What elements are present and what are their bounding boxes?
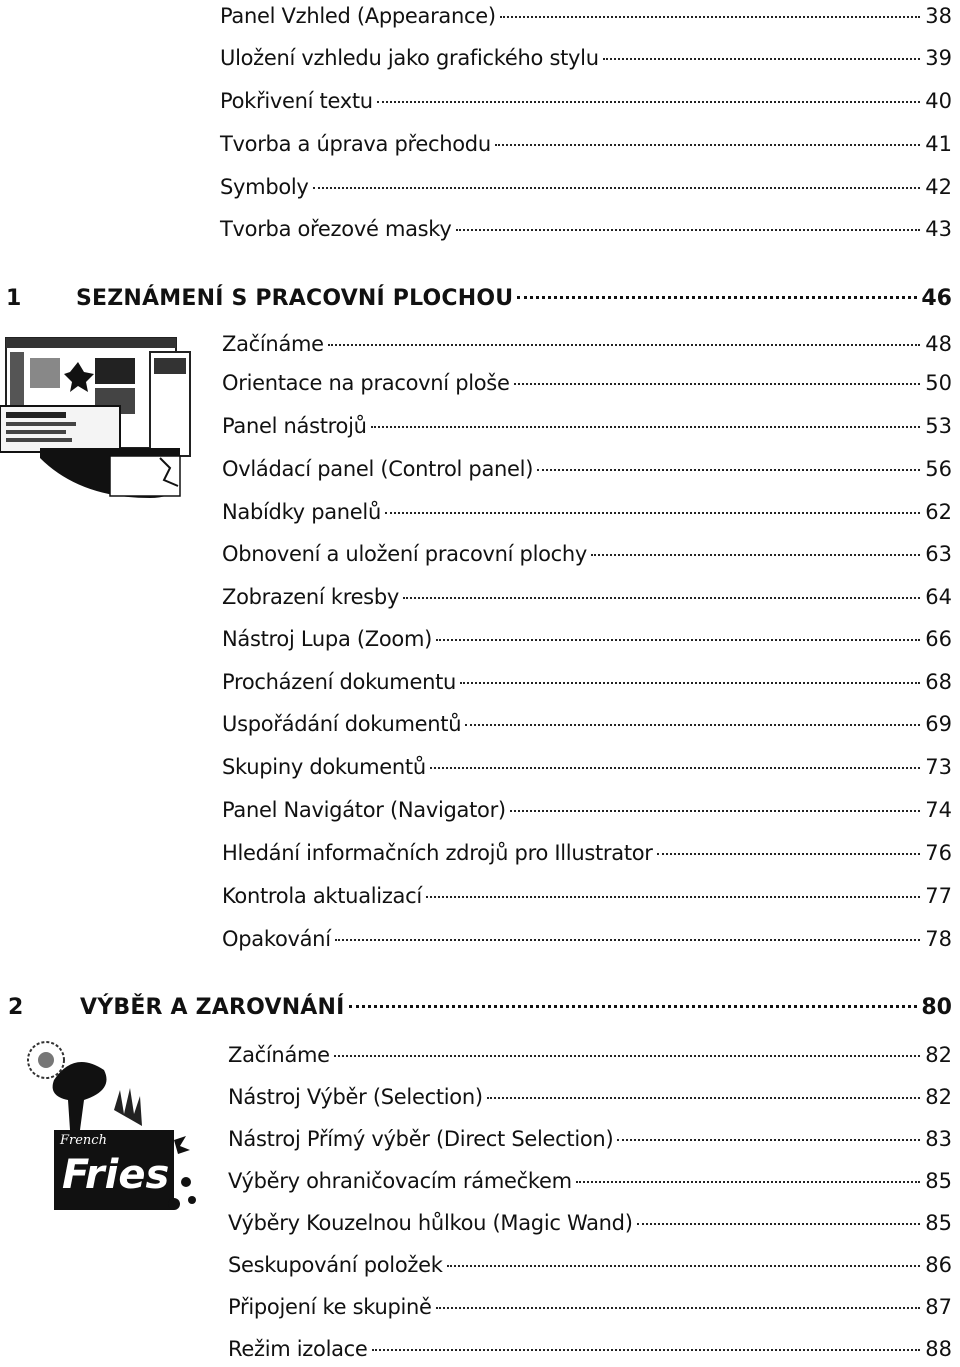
toc-entry [228, 1335, 952, 1363]
toc-entry [220, 87, 952, 115]
entry-title: Nabídky panelů [222, 500, 381, 524]
dot-leader [495, 144, 920, 146]
dot-leader [436, 1307, 920, 1309]
toc-entry [222, 925, 952, 953]
entry-title: Tvorba a úprava přechodu [220, 132, 491, 156]
toc-entry [222, 710, 952, 738]
dot-leader [514, 383, 920, 385]
entry-page: 85 [925, 1211, 952, 1235]
toc-entry [228, 1293, 952, 1321]
dot-leader [657, 853, 920, 855]
entry-title: Symboly [220, 175, 309, 199]
chapter1-thumbnail [0, 328, 200, 508]
entry-title: Orientace na pracovní ploše [222, 371, 510, 395]
entry-page: 82 [925, 1043, 952, 1067]
dot-leader [456, 229, 920, 231]
toc-entry [222, 369, 952, 397]
entry-title: Panel Vzhled (Appearance) [220, 4, 496, 28]
entry-page: 83 [925, 1127, 952, 1151]
toc-entry [228, 1125, 952, 1153]
dot-leader [372, 1349, 920, 1351]
dot-leader [377, 101, 920, 103]
entry-title: Panel Navigátor (Navigator) [222, 798, 506, 822]
entry-title: Uspořádání dokumentů [222, 712, 462, 736]
dot-leader [617, 1139, 920, 1141]
dot-leader [403, 597, 920, 599]
toc-entry [222, 540, 952, 568]
dot-leader [460, 682, 920, 684]
entry-title: Připojení ke skupině [228, 1295, 432, 1319]
toc-entry [222, 882, 952, 910]
entry-title: Tvorba ořezové masky [220, 217, 452, 241]
entry-page: 76 [925, 841, 952, 865]
entry-page: 68 [925, 670, 952, 694]
dot-leader [385, 512, 920, 514]
chapter-title: SEZNÁMENÍ S PRACOVNÍ PLOCHOU [76, 286, 514, 311]
entry-title: Nástroj Přímý výběr (Direct Selection) [228, 1127, 614, 1151]
artwork-text-fries: Fries [62, 1152, 170, 1198]
chapter-heading [8, 993, 952, 1023]
entry-title: Zobrazení kresby [222, 585, 399, 609]
toc-entry [228, 1041, 952, 1069]
entry-title: Začínáme [222, 332, 324, 356]
chapter-page: 46 [921, 286, 952, 311]
entry-page: 43 [925, 217, 952, 241]
entry-page: 64 [925, 585, 952, 609]
chapter-heading [6, 284, 952, 314]
dot-leader [487, 1097, 920, 1099]
dot-leader [313, 187, 920, 189]
dot-leader [576, 1181, 920, 1183]
chapter-number: 1 [6, 286, 22, 311]
entry-title: Režim izolace [228, 1337, 368, 1361]
entry-page: 85 [925, 1169, 952, 1193]
entry-title: Kontrola aktualizací [222, 884, 422, 908]
toc-entry [220, 215, 952, 243]
entry-title: Nástroj Výběr (Selection) [228, 1085, 483, 1109]
entry-title: Skupiny dokumentů [222, 755, 426, 779]
toc-entry [220, 173, 952, 201]
dot-leader [334, 1055, 920, 1057]
entry-title: Procházení dokumentu [222, 670, 457, 694]
entry-page: 48 [925, 332, 952, 356]
entry-page: 42 [925, 175, 952, 199]
toc-entry [222, 796, 952, 824]
toc-entry [222, 668, 952, 696]
entry-page: 63 [925, 542, 952, 566]
dot-leader [371, 426, 920, 428]
dot-leader [436, 639, 920, 641]
chapter-title: VÝBĚR A ZAROVNÁNÍ [80, 995, 345, 1020]
toc-entry [220, 2, 952, 30]
entry-page: 69 [925, 712, 952, 736]
artwork-text-french: French [60, 1133, 107, 1148]
entry-page: 56 [925, 457, 952, 481]
dot-leader [349, 1005, 918, 1008]
toc-entry [220, 130, 952, 158]
entry-title: Seskupování položek [228, 1253, 443, 1277]
entry-title: Výběry Kouzelnou hůlkou (Magic Wand) [228, 1211, 633, 1235]
entry-page: 66 [925, 627, 952, 651]
entry-page: 73 [925, 755, 952, 779]
entry-page: 40 [925, 89, 952, 113]
entry-page: 41 [925, 132, 952, 156]
entry-page: 86 [925, 1253, 952, 1277]
toc-entry [222, 498, 952, 526]
dot-leader [603, 58, 920, 60]
dot-leader [447, 1265, 920, 1267]
toc-entry [220, 44, 952, 72]
dot-leader [465, 724, 920, 726]
toc-entry [228, 1209, 952, 1237]
entry-page: 74 [925, 798, 952, 822]
dot-leader [537, 469, 920, 471]
chapter-page: 80 [921, 995, 952, 1020]
entry-page: 53 [925, 414, 952, 438]
entry-title: Pokřivení textu [220, 89, 373, 113]
dot-leader [335, 939, 920, 941]
dot-leader [430, 767, 920, 769]
toc-entry [228, 1083, 952, 1111]
dot-leader [426, 896, 920, 898]
dot-leader [637, 1223, 920, 1225]
toc-entry [222, 412, 952, 440]
entry-title: Opakování [222, 927, 331, 951]
chapter2-thumbnail [14, 1030, 204, 1220]
toc-entry [222, 625, 952, 653]
toc-entry [222, 330, 952, 358]
entry-title: Hledání informačních zdrojů pro Illustrator [222, 841, 653, 865]
dot-leader [328, 344, 920, 346]
entry-page: 88 [925, 1337, 952, 1361]
dot-leader [591, 554, 920, 556]
entry-title: Nástroj Lupa (Zoom) [222, 627, 433, 651]
toc-entry [222, 839, 952, 867]
entry-page: 38 [925, 4, 952, 28]
toc-entry [222, 455, 952, 483]
dot-leader [510, 810, 920, 812]
entry-page: 39 [925, 46, 952, 70]
entry-page: 78 [925, 927, 952, 951]
entry-page: 87 [925, 1295, 952, 1319]
entry-page: 62 [925, 500, 952, 524]
entry-title: Ovládací panel (Control panel) [222, 457, 534, 481]
entry-title: Začínáme [228, 1043, 330, 1067]
toc-entry [222, 753, 952, 781]
entry-title: Uložení vzhledu jako grafického stylu [220, 46, 599, 70]
dot-leader [500, 16, 920, 18]
entry-page: 50 [925, 371, 952, 395]
dot-leader [517, 296, 917, 299]
chapter-number: 2 [8, 995, 24, 1020]
entry-title: Panel nástrojů [222, 414, 367, 438]
toc-entry [228, 1167, 952, 1195]
entry-title: Výběry ohraničovacím rámečkem [228, 1169, 572, 1193]
entry-page: 82 [925, 1085, 952, 1109]
entry-title: Obnovení a uložení pracovní plochy [222, 542, 588, 566]
toc-entry [228, 1251, 952, 1279]
entry-page: 77 [925, 884, 952, 908]
toc-entry [222, 583, 952, 611]
